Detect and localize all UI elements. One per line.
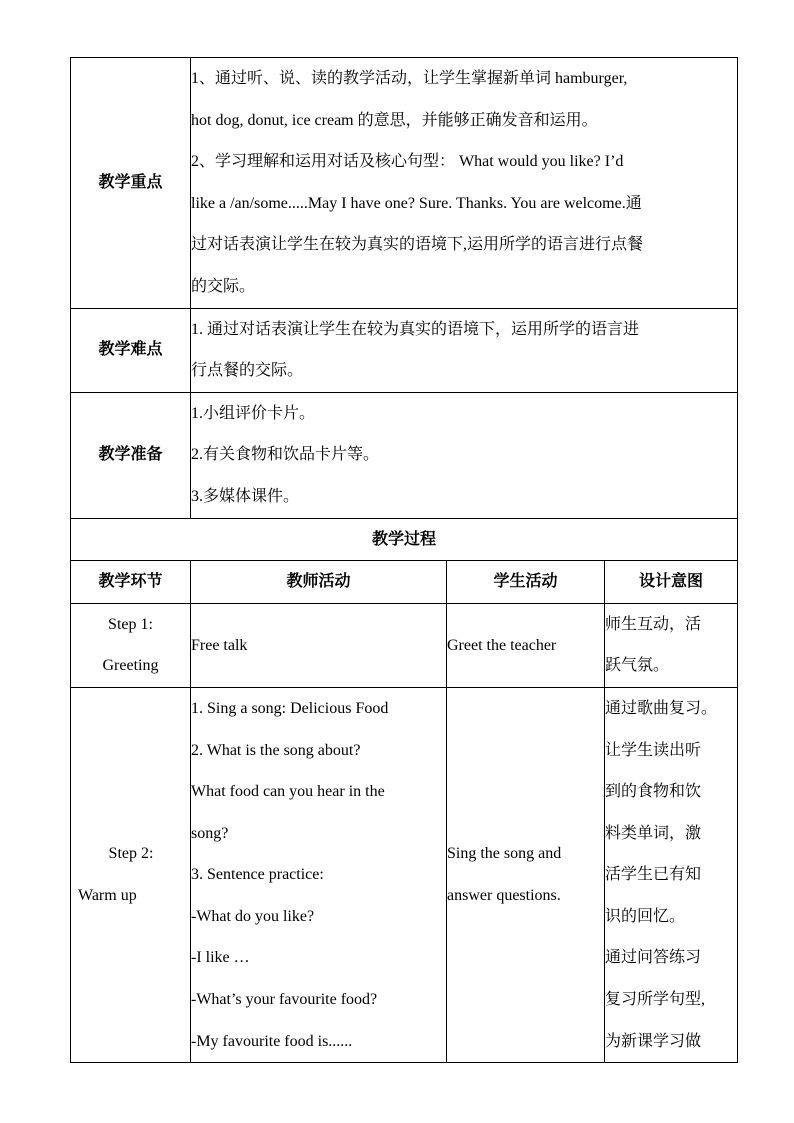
key-points-line: like a /an/some.....May I have one? Sure. Thanks. You are welcome.通 bbox=[191, 194, 642, 212]
key-points-line: 1、通过听、说、读的教学活动，让学生掌握新单词 hamburger, bbox=[191, 70, 628, 87]
header-row bbox=[71, 561, 738, 604]
step-teacher-line: 2. What is the song about? bbox=[191, 741, 361, 759]
step-teacher-activity bbox=[191, 687, 447, 1062]
step-teacher-line: 1. Sing a song: Delicious Food bbox=[191, 699, 389, 717]
step-design-line: 通过歌曲复习。 bbox=[605, 699, 718, 717]
step-stage bbox=[71, 687, 191, 1062]
step-teacher-line: song? bbox=[191, 824, 229, 842]
step-teacher-line: 3. Sentence practice: bbox=[191, 866, 324, 884]
difficulties-content bbox=[191, 308, 738, 392]
preparation-line: 3.多媒体课件。 bbox=[191, 487, 300, 505]
step-teacher-line: -What’s your favourite food? bbox=[191, 991, 378, 1009]
preparation-row bbox=[71, 392, 738, 518]
step-design-line: 识的回忆。 bbox=[605, 907, 686, 925]
step-stage bbox=[71, 603, 191, 687]
step-row bbox=[71, 687, 738, 1062]
step-design-line: 让学生读出听 bbox=[605, 741, 702, 759]
step-row bbox=[71, 603, 738, 687]
step-design-line: 料类单词，激 bbox=[605, 824, 702, 842]
preparation-line: 2.有关食物和饮品卡片等。 bbox=[191, 446, 380, 464]
process-title-row bbox=[71, 518, 738, 561]
step-teacher-line: -My favourite food is...... bbox=[191, 1032, 353, 1050]
preparation-label: 教学准备 bbox=[71, 392, 191, 518]
step-teacher-line: What food can you hear in the bbox=[191, 783, 385, 801]
step-design-line: 活学生已有知 bbox=[605, 866, 702, 884]
header-stage: 教学环节 bbox=[71, 561, 191, 604]
step-stage-line: Step 1: bbox=[108, 615, 153, 633]
step-stage-line: Greeting bbox=[102, 657, 159, 675]
step-design-line: 为新课学习做 bbox=[605, 1032, 702, 1050]
step-teacher-activity bbox=[191, 603, 447, 687]
key-points-line: 过对话表演让学生在较为真实的语境下,运用所学的语言进行点餐 bbox=[191, 236, 644, 254]
step-design-line: 跃气氛。 bbox=[605, 657, 670, 675]
key-points-content bbox=[191, 58, 738, 309]
step-design-line: 师生互动，活 bbox=[605, 615, 702, 633]
key-points-label: 教学重点 bbox=[71, 58, 191, 309]
key-points-line: hot dog, donut, ice cream 的意思，并能够正确发音和运用。 bbox=[191, 111, 598, 129]
step-stage-line: Warm up bbox=[78, 887, 137, 905]
preparation-content bbox=[191, 392, 738, 518]
step-design-intent bbox=[605, 603, 738, 687]
step-student-line: answer questions. bbox=[447, 887, 561, 905]
header-student: 学生活动 bbox=[447, 561, 605, 604]
step-stage-line: Step 2: bbox=[108, 845, 154, 863]
preparation-line: 1.小组评价卡片。 bbox=[191, 404, 316, 422]
header-design: 设计意图 bbox=[605, 561, 738, 604]
key-points-line: 的交际。 bbox=[191, 277, 256, 295]
step-teacher-line: Free talk bbox=[191, 636, 248, 654]
step-teacher-line: -What do you like? bbox=[191, 907, 315, 925]
header-teacher: 教师活动 bbox=[191, 561, 447, 604]
step-teacher-line: -I like … bbox=[191, 949, 250, 967]
process-title: 教学过程 bbox=[71, 518, 738, 561]
step-student-activity bbox=[447, 603, 605, 687]
difficulties-row bbox=[71, 308, 738, 392]
step-design-intent bbox=[605, 687, 738, 1062]
key-points-row bbox=[71, 58, 738, 309]
step-student-line: Sing the song and bbox=[447, 845, 562, 863]
step-design-line: 通过问答练习 bbox=[605, 949, 702, 967]
step-design-line: 复习所学句型, bbox=[605, 991, 706, 1009]
key-points-line: 2、学习理解和运用对话及核心句型： What would you like? I’d bbox=[191, 153, 624, 171]
difficulties-line: 行点餐的交际。 bbox=[191, 362, 304, 380]
difficulties-line: 1. 通过对话表演让学生在较为真实的语境下，运用所学的语言进 bbox=[191, 320, 640, 338]
step-student-activity bbox=[447, 687, 605, 1062]
step-design-line: 到的食物和饮 bbox=[605, 783, 702, 801]
lesson-plan-table bbox=[70, 57, 738, 1063]
difficulties-label: 教学难点 bbox=[71, 308, 191, 392]
step-student-line: Greet the teacher bbox=[447, 636, 557, 654]
